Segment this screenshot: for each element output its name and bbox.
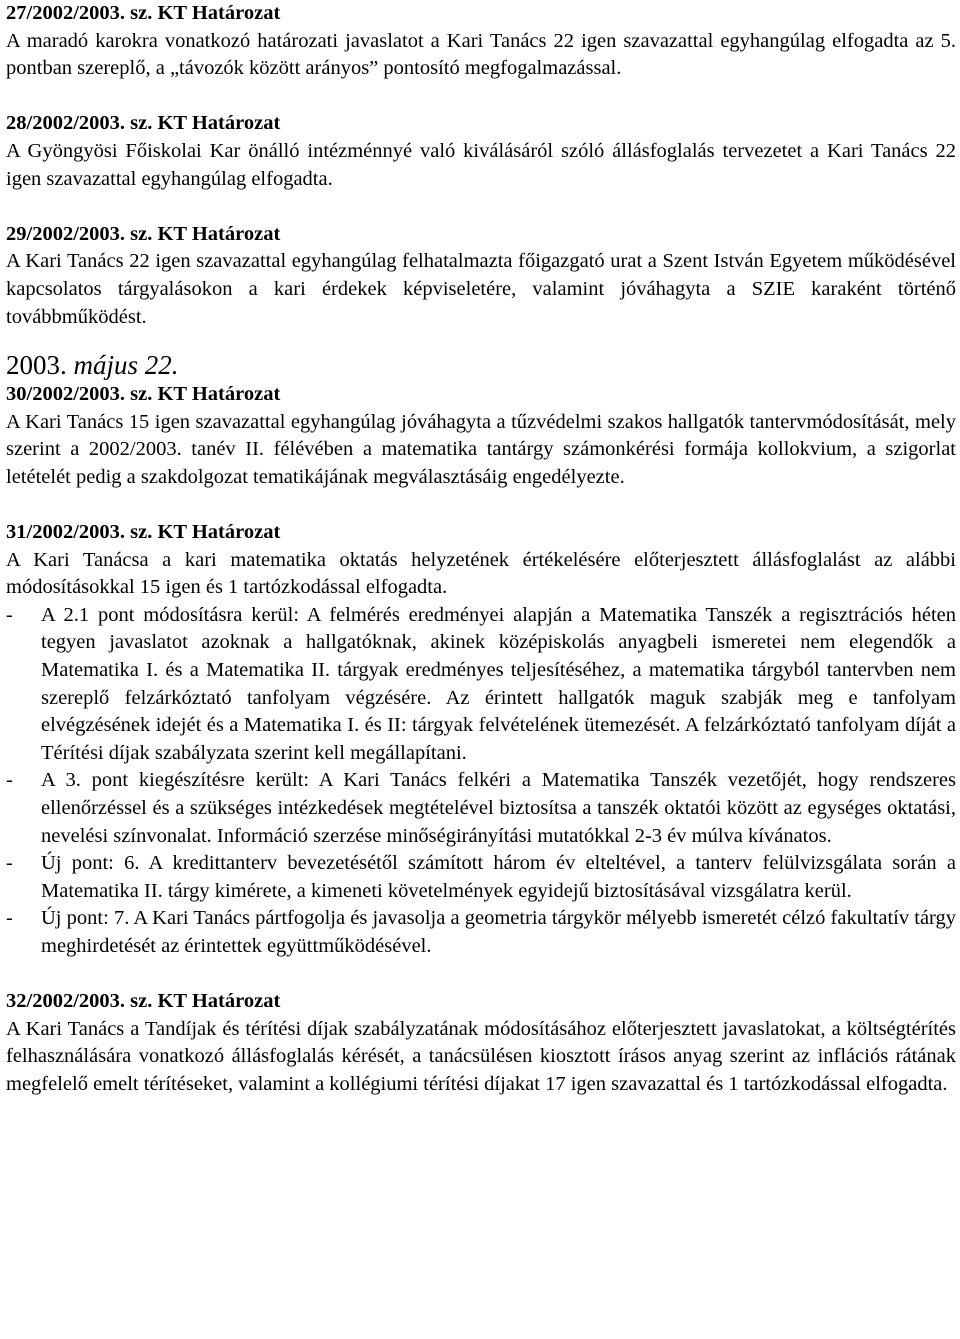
- document-page: [6, 0, 956, 1099]
- list-item-text: A 2.1 pont módosításra kerül: A felmérés eredményei alapján a Matematika Tanszék a regisztrációs héten tegyen javaslatot azoknak a hallgatóknak, akinek középiskolás anyagbeli ismeretei nem elegendők a Matematika I. és a Matematika II. tárgyak eredményes teljesítéséhez, a matematika tárgyból tantervben nem szereplő felzárkóztató tanfolyam végzésére. Az érintett hallgatók maguk szabják meg e tanfolyam elvégzésének idejét és a Matematika I. és II: tárgyak felvételének ütemezését. A felzárkóztató tanfolyam díját a Térítési díjak szabályzata szerint kell megállapítani.: [41, 603, 956, 764]
- spacer: [6, 492, 956, 520]
- meeting-date-year: 2003.: [6, 350, 67, 381]
- resolution-heading: 27/2002/2003. sz. KT Határozat: [6, 2, 281, 24]
- list-dash: -: [6, 907, 13, 930]
- resolution-28: [6, 110, 956, 193]
- list-dash: -: [6, 769, 13, 792]
- spacer: [6, 83, 956, 111]
- resolution-31: [6, 519, 956, 961]
- spacer: [6, 193, 956, 221]
- resolution-heading: 32/2002/2003. sz. KT Határozat: [6, 990, 281, 1013]
- list-item-text: A 3. pont kiegészítésre került: A Kari Tanács felkéri a Matematika Tanszék vezetőjét, hogy rendszeres ellenőrzéssel és a szükséges intézkedések megtételével biztosítsa a tanszék oktatói között az egységes oktatási, nevelési színvonalat. Információ szerzése minőségirányítási mutatókkal 2-3 év múlva kívánatos.: [41, 769, 956, 847]
- list-item-text: Új pont: 6. A kredittanterv bevezetésétől számított három év elteltével, a tanterv felülvizsgálata során a Matematika II. tárgy kimérete, a kimeneti követelmények egyidejű biztosításával vizsgálatra kerül.: [41, 852, 956, 902]
- resolution-text: A Kari Tanács 15 igen szavazattal egyhangúlag jóváhagyta a tűzvédelmi szakos hallgatók tantervmódosítását, mely szerint a 2002/2003. tanév II. félévében a matematika tantárgy számonkérési formája kollokvium, a szigorlat letételét pedig a szakdolgozat tematikájának megválasztásáig engedélyezte.: [6, 410, 956, 488]
- resolution-text: A Kari Tanácsa a kari matematika oktatás helyzetének értékelésére előterjesztett állásfoglalást az alábbi módosításokkal 15 igen és 1 tartózkodással elfogadta.: [6, 548, 956, 599]
- meeting-date-month-day: május 22.: [73, 350, 179, 381]
- spacer: [6, 961, 956, 989]
- resolution-heading: 29/2002/2003. sz. KT Határozat: [6, 222, 281, 245]
- resolution-text: A Gyöngyösi Főiskolai Kar önálló intézménnyé való kiválásáról szóló állásfoglalás tervezetet a Kari Tanács 22 igen szavazattal egyhangúlag elfogadta.: [6, 139, 956, 190]
- resolution-text: A Kari Tanács a Tandíjak és térítési díjak szabályzatának módosításához előterjesztett javaslatokat, a költségtérítés felhasználására vonatkozó állásfoglalás kérését, a tanácsülésen kiosztott írásos anyag szerint az inflációs rátának megfelelő emelt térítéseket, valamint a kollégiumi térítési díjakat 17 igen szavazattal és 1 tartózkodással elfogadta.: [6, 1017, 956, 1095]
- list-item: [6, 905, 956, 960]
- list-item: [6, 767, 956, 850]
- list-item: [6, 602, 956, 768]
- list-dash: -: [6, 852, 13, 875]
- amendment-list: [6, 602, 956, 961]
- resolution-heading: 28/2002/2003. sz. KT Határozat: [6, 112, 281, 135]
- resolution-27: [6, 0, 956, 83]
- resolution-heading: 30/2002/2003. sz. KT Határozat: [6, 383, 281, 406]
- resolution-text: A maradó karokra vonatkozó határozati javaslatot a Kari Tanács 22 igen szavazattal egyhangúlag elfogadta az 5. pontban szereplő, a „távozók között arányos” pontosító megfogalmazással.: [6, 29, 956, 80]
- list-item: [6, 850, 956, 905]
- resolution-text: A Kari Tanács 22 igen szavazattal egyhangúlag felhatalmazta főigazgató urat a Szent István Egyetem működésével kapcsolatos tárgyalásokon a kari érdekek képviseletére, valamint jóváhagyta a SZIE karaként történő továbbműködést.: [6, 250, 956, 328]
- resolution-30: [6, 381, 956, 491]
- list-dash: -: [6, 603, 13, 626]
- resolution-heading: 31/2002/2003. sz. KT Határozat: [6, 521, 281, 544]
- resolution-32: [6, 988, 956, 1098]
- meeting-date-heading: [6, 349, 956, 381]
- spacer: [6, 331, 956, 345]
- resolution-29: [6, 221, 956, 331]
- list-item-text: Új pont: 7. A Kari Tanács pártfogolja és javasolja a geometria tárgykör mélyebb ismeretét célzó fakultatív tárgy meghirdetését az érintettek együttműködésével.: [41, 907, 956, 957]
